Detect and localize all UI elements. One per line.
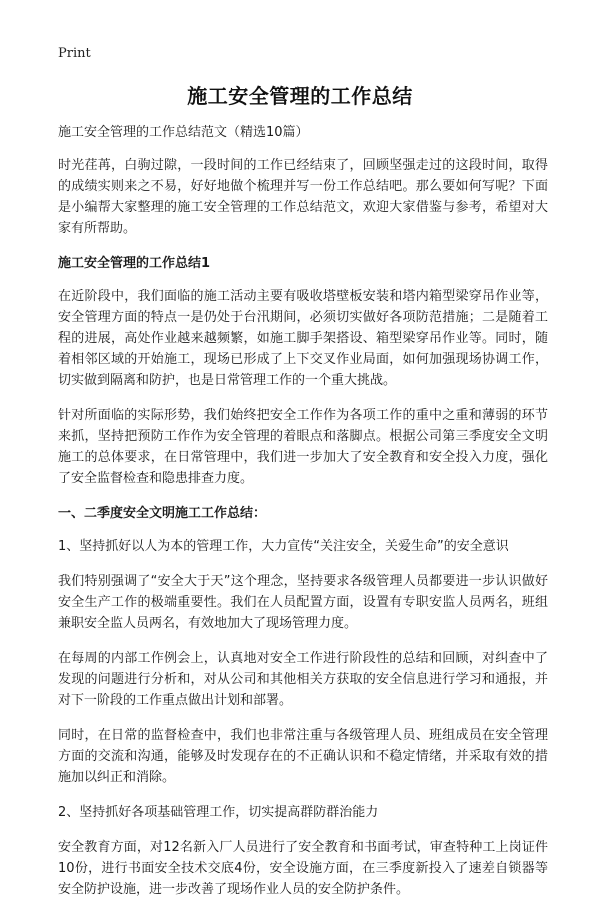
body-paragraph: 针对所面临的实际形势，我们始终把安全工作作为各项工作的重中之重和薄弱的环节来抓，坚持把预防工作作为安全管理的着眼点和落脚点。根据公司第三季度安全文明施工的总体要求，在日常管理中，我们进一步加大了安全教育和安全投入力度，强化了安全监督检查和隐患排查力度。: [58, 408, 548, 486]
body-paragraph: 我们特别强调了“安全大于天”这个理念，坚持要求各级管理人员都要进一步认识做好安全生产工作的极端重要性。我们在人员配置方面，设置有专职安监人员两名，班组兼职安全监人员两名，有效地加大了现场管理力度。: [58, 574, 548, 631]
body-paragraph: 在近阶段中，我们面临的施工活动主要有吸收塔壁板安装和塔内箱型梁穿吊作业等，安全管理方面的特点一是仍处于台汛期间，必须切实做好各项防范措施；二是随着工程的进展，高处作业越来越频繁，如施工脚手架搭设、箱型梁穿吊作业等。同时，随着相邻区域的开始施工，现场已形成了上下交叉作业局面，如何加强现场协调工作，切实做到隔离和防护，也是日常管理工作的一个重大挑战。: [58, 289, 548, 388]
print-link[interactable]: Print: [58, 46, 91, 61]
document-subtitle: 施工安全管理的工作总结范文（精选10篇）: [58, 125, 309, 140]
body-paragraph: 在每周的内部工作例会上，认真地对安全工作进行阶段性的总结和回顾，对纠查中了发现的问题进行分析和，对从公司和其他相关方获取的安全信息进行学习和通报，并对下一阶段的工作重点做出计划和部署。: [58, 651, 548, 708]
document-title: 施工安全管理的工作总结: [187, 84, 413, 108]
document-body: [58, 122, 548, 914]
body-paragraph: 安全教育方面，对12名新入厂人员进行了安全教育和书面考试，审查特种工上岗证件10份，进行书面安全技术交底4份，安全设施方面，在三季度新投入了速差自锁器等安全防护设施，进一步改善了现场作业人员的安全防护条件。: [58, 840, 548, 897]
body-paragraph: 同时，在日常的监督检查中，我们也非常注重与各级管理人员、班组成员在安全管理方面的交流和沟通，能够及时发现存在的不正确认识和不稳定情绪，并采取有效的措施加以纠正和消除。: [58, 728, 548, 785]
list-item-heading: 1、坚持抓好以人为本的管理工作，大力宣传“关注安全，关爱生命”的安全意识: [58, 539, 509, 554]
list-item-heading: 2、坚持抓好各项基础管理工作，切实提高群防群治能力: [58, 805, 379, 820]
intro-paragraph: 时光荏苒，白驹过隙，一段时间的工作已经结束了，回顾坚强走过的这段时间，取得的成绩实则来之不易，好好地做个梳理并写一份工作总结吧。那么要如何写呢？下面是小编帮大家整理的施工安全管理的工作总结范文，欢迎大家借鉴与参考，希望对大家有所帮助。: [58, 158, 548, 236]
subsection-heading: 一、二季度安全文明施工工作总结：: [58, 506, 267, 521]
section-heading: 施工安全管理的工作总结1: [58, 256, 211, 271]
